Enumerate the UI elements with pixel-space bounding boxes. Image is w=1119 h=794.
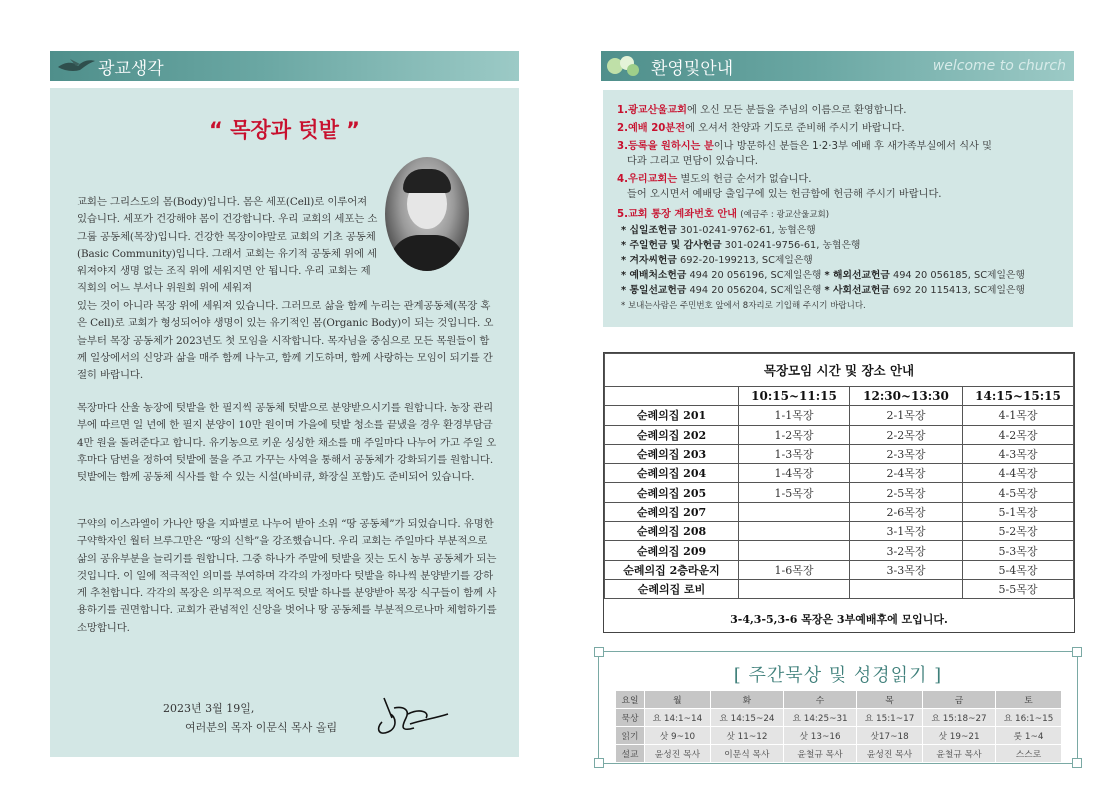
- table-row: 순례의집 205 1-5목장 2-5목장 4-5목장: [605, 483, 1074, 502]
- account-row: * 십일조헌금 301-0241-9762-61, 농협은행: [621, 225, 816, 236]
- cell-meeting-table: [603, 352, 1075, 633]
- account-row: * 겨자씨헌금 692-20-199213, SC제일은행: [621, 255, 813, 266]
- paragraph-1a: 교회는 그리스도의 몸(Body)입니다. 몸은 세포(Cell)로 이루어져 있습니다. 세포가 건강해야 몸이 건강합니다. 우리 교회의 세포는 소그룹 공동체(목장)입니다. 건강한 목장이야말로 교회의 기초 공동체(Basic Community)입니다. 그래서 교회는 유기적 공동체 위에 세워져야지 생명 없는 조직 위에 세워지면 안 됩니다. 우리 교회는 제직회의 어느 부서나 위원회 위에 세워져: [77, 196, 378, 295]
- table-row: 순례의집 209 3-2목장 5-3목장: [605, 541, 1074, 560]
- table-row: 순례의집 203 1-3목장 2-3목장 4-3목장: [605, 444, 1074, 463]
- welcome-item-2: 2.예배 20분전에 오셔서 찬양과 기도로 준비해 주시기 바랍니다.: [617, 123, 905, 134]
- sermon-title: “ 목장과 텃밭 ”: [209, 118, 360, 142]
- pastor-portrait: [385, 157, 469, 271]
- table-row: 묵상 요 14:1~14 요 14:15~24 요 14:25~31 요 15:1~17 요 15:18~27 요 16:1~15: [616, 709, 1062, 727]
- left-header-bar: [50, 51, 519, 81]
- table-row: 순례의집 201 1-1목장 2-1목장 4-1목장: [605, 406, 1074, 425]
- welcome-item-4: 4.우리교회는 별도의 헌금 순서가 없습니다. 들어 오시면서 예배당 출입구에 있는 헌금함에 헌금해 주시기 바랍니다.: [617, 174, 942, 200]
- welcome-item-1: 1.광교산울교회에 오신 모든 분들을 주님의 이름으로 환영합니다.: [617, 105, 907, 116]
- paragraph-2: 목장마다 산울 농장에 텃밭을 한 필지씩 공동체 텃밭으로 분양받으시기를 원합니다. 농장 관리부에 따르면 일 년에 한 필지 분양이 10만 원이며 가을에 텃밭 청소를 끝냈을 경우 환경부담금 4만 원을 돌려준다고 합니다. 유기농으로 키운 싱싱한 채소를 매 주일마다 나누어 가고 주일 오후마다 담번을 정하여 텃밭에 물을 주고 가꾸는 사역을 통해서 공동체가 강화되기를 원합니다. 텃밭에는 함께 공동체 식사를 할 수 있는 시설(바비큐, 화장실 포함)도 준비되어 있습니다.: [77, 402, 497, 484]
- welcome-panel: [603, 90, 1073, 327]
- weekly-reading-box: [598, 651, 1078, 764]
- account-footnote: * 보내는사람은 주민번호 앞에서 8자리로 기입해 주시기 바랍니다.: [621, 301, 866, 311]
- table-row: 순례의집 208 3-1목장 5-2목장: [605, 522, 1074, 541]
- column-header: [605, 387, 739, 406]
- table-row: 순례의집 로비 5-5목장: [605, 579, 1074, 598]
- cell-table-note: 3-4,3-5,3-6 목장은 3부예배후에 모입니다.: [730, 613, 948, 626]
- welcome-item-5: 5.교회 통장 계좌번호 안내 (예금주 : 광교산울교회): [617, 209, 830, 220]
- right-header-title: 환영및안내: [651, 59, 734, 79]
- paragraph-1b: 있는 것이 아니라 목장 위에 세워져 있습니다. 그러므로 삶을 함께 누리는 관계공동체(목장 혹은 Cell)로 교회가 형성되어야 생명이 있는 유기적인 몸(Organic Body)이 되는 것입니다. 오늘부터 목장 공동체가 2023년도 첫 모임을 시작합니다. 목자님을 중심으로 모든 목원들이 함께 일상에서의 신앙과 삶을 매주 함께 나누고, 함께 기도하며, 함께 사랑하는 모임이 되기를 간절히 바랍니다.: [77, 300, 494, 382]
- table-row: 순례의집 202 1-2목장 2-2목장 4-2목장: [605, 425, 1074, 444]
- welcome-item-3: 3.등록을 원하시는 분이나 방문하신 분들은 1·2·3부 예배 후 새가족부실에서 식사 및 다과 그리고 면담이 있습니다.: [617, 141, 992, 167]
- paragraph-3: 구약의 이스라엘이 가나안 땅을 지파별로 나누어 받아 소위 “땅 공동체”가 되었습니다. 유명한 구약학자인 월터 브루그만은 “땅의 신학”을 강조했습니다. 우리 교회는 주일마다 부분적으로 삶의 공유부분을 늘리기를 원합니다. 그중 하나가 주말에 텃밭을 짓는 도시 농부 공동체가 되는 것입니다. 이 일에 적극적인 의미를 부여하며 각각의 가정마다 텃밭을 하나씩 분양받기를 강하게 추천합니다. 각각의 목장은 의무적으로 적어도 텃밭 하나를 분양받아 목장 식구들이 함께 사용하기를 권면합니다. 교회가 관념적인 신앙을 벗어나 땅 공동체를 부분적으로나마 체험하기를 소망합니다.: [77, 518, 497, 634]
- account-row: * 주일헌금 및 감사헌금 301-0241-9756-61, 농협은행: [621, 240, 861, 251]
- right-header-bar: [601, 51, 1074, 81]
- table-row: 순례의집 204 1-4목장 2-4목장 4-4목장: [605, 464, 1074, 483]
- weekly-title: [ 주간묵상 및 성경읽기 ]: [733, 665, 943, 686]
- column-header: 12:30~13:30: [850, 387, 963, 406]
- sign-name: 여러분의 목자 이문식 목사 올림: [185, 721, 338, 734]
- bird-icon: [56, 58, 96, 74]
- weekly-header-row: 요일 월 화 수 목 금 토: [616, 691, 1062, 709]
- column-header: 14:15~15:15: [963, 387, 1074, 406]
- sermon-panel: [50, 88, 519, 757]
- table-row: 읽기 삿 9~10 삿 11~12 삿 13~16 삿17~18 삿 19~21 룻 1~4: [616, 727, 1062, 745]
- table-row: 순례의집 207 2-6목장 5-1목장: [605, 502, 1074, 521]
- cell-table-title: 목장모임 시간 및 장소 안내: [605, 354, 1074, 387]
- table-row: 순례의집 2층라운지 1-6목장 3-3목장 5-4목장: [605, 560, 1074, 579]
- table-row: 설교 윤성진 목사 이문식 목사 윤철규 목사 윤성진 목사 윤철규 목사 스스로: [616, 745, 1062, 763]
- sign-date: 2023년 3월 19일,: [163, 702, 255, 715]
- leaf-icon: [605, 53, 643, 79]
- signature-mark: [370, 688, 450, 738]
- account-row-pair: * 예배처소헌금 494 20 056196, SC제일은행 * 해외선교헌금 494 20 056185, SC제일은행: [621, 270, 1025, 281]
- account-row-pair: * 통일선교헌금 494 20 056204, SC제일은행 * 사회선교헌금 692 20 115413, SC제일은행: [621, 285, 1025, 296]
- left-header-title: 광교생각: [98, 59, 164, 79]
- column-header: 10:15~11:15: [739, 387, 850, 406]
- right-header-en: welcome to church: [932, 58, 1066, 74]
